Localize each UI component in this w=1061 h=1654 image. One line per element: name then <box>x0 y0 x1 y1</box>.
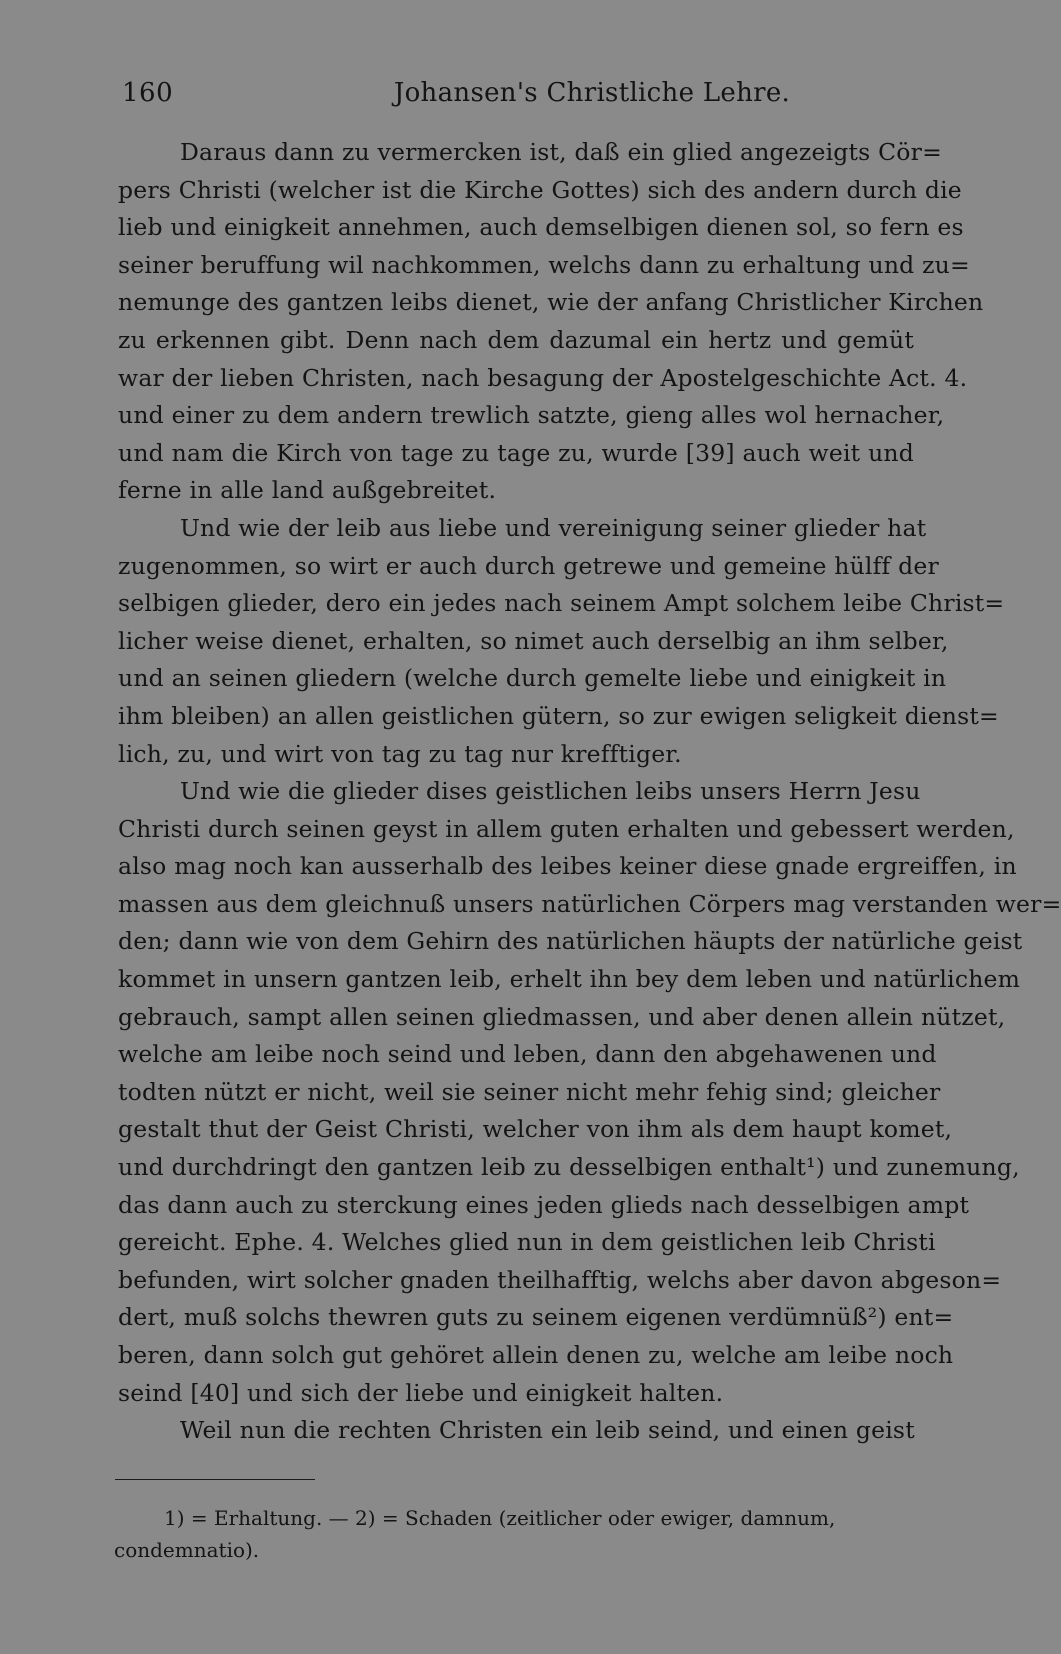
text-line: seind [40] und sich der liebe und einigkeit halten. <box>118 1378 724 1407</box>
text-line: also mag noch kan ausserhalb des leibes keiner diese gnade ergreiffen, in <box>118 852 1017 881</box>
text-line: zugenommen, so wirt er auch durch getrewe und gemeine hülff der <box>118 551 939 580</box>
text-line: Christi durch seinen geyst in allem guten erhalten und gebessert werden, <box>118 814 1015 843</box>
paragraph <box>118 773 1061 1412</box>
page-number: 160 <box>122 78 174 108</box>
text-line: selbigen glieder, dero ein jedes nach seinem Ampt solchem leibe Christ= <box>118 589 1005 618</box>
text-line: gebrauch, sampt allen seinen gliedmassen, und aber denen allein nützet, <box>118 1002 1006 1031</box>
text-line: pers Christi (welcher ist die Kirche Gottes) sich des andern durch die <box>118 175 962 204</box>
paragraph <box>118 134 984 510</box>
text-line: Und wie der leib aus liebe und vereinigung seiner glieder hat <box>180 513 927 542</box>
text-line: kommet in unsern gantzen leib, erhelt ihn bey dem leben und natürlichem <box>118 965 1021 994</box>
text-line: licher weise dienet, erhalten, so nimet auch derselbig an ihm selber, <box>118 626 949 655</box>
text-line: todten nützt er nicht, weil sie seiner nicht mehr fehig sind; gleicher <box>118 1077 941 1106</box>
text-line: massen aus dem gleichnuß unsers natürlichen Cörpers mag verstanden wer= <box>118 889 1061 918</box>
text-line: Daraus dann zu vermercken ist, daß ein glied angezeigts Cör= <box>180 138 942 166</box>
text-line: befunden, wirt solcher gnaden theilhafftig, welchs aber davon abgeson= <box>118 1265 1002 1294</box>
text-line: gestalt thut der Geist Christi, welcher von ihm als dem haupt komet, <box>118 1115 953 1144</box>
footnotes <box>114 1502 914 1566</box>
text-line: Und wie die glieder dises geistlichen leibs unsers Herrn Jesu <box>180 777 921 806</box>
text-line: und durchdringt den gantzen leib zu desselbigen enthalt¹) und zunemung, <box>118 1153 1020 1182</box>
text-line: seiner beruffung wil nachkommen, welchs dann zu erhaltung und zu= <box>118 250 970 279</box>
text-line: beren, dann solch gut gehöret allein denen zu, welche am leibe noch <box>118 1341 954 1369</box>
text-line: war der lieben Christen, nach besagung der Apostelgeschichte Act. 4. <box>118 363 968 392</box>
text-line: und nam die Kirch von tage zu tage zu, wurde [39] auch weit und <box>118 438 914 467</box>
paragraph <box>118 1412 914 1450</box>
paragraph <box>118 510 1005 773</box>
text-line: zu erkennen gibt. Denn nach dem dazumal ein hertz und gemüt <box>118 325 914 354</box>
footnote-divider <box>115 1479 315 1480</box>
text-line: nemunge des gantzen leibs dienet, wie der anfang Christlicher Kirchen <box>118 288 984 317</box>
text-line: welche am leibe noch seind und leben, dann den abgehawenen und <box>118 1040 937 1069</box>
footnote-line: 1) = Erhaltung. — 2) = Schaden (zeitlicher oder ewiger, damnum, <box>164 1506 836 1530</box>
text-line: dert, muß solchs thewren guts zu seinem eigenen verdümnüß²) ent= <box>118 1303 954 1332</box>
text-line: und einer zu dem andern trewlich satzte, gieng alles wol hernacher, <box>118 401 945 430</box>
page-header <box>122 74 912 114</box>
text-line: ihm bleiben) an allen geistlichen gütern, so zur ewigen seligkeit dienst= <box>118 701 999 730</box>
text-line: und an seinen gliedern (welche durch gemelte liebe und einigkeit in <box>118 664 947 693</box>
text-line: lich, zu, und wirt von tag zu tag nur krefftiger. <box>118 739 682 768</box>
text-line: das dann auch zu sterckung eines jeden glieds nach desselbigen ampt <box>118 1190 970 1219</box>
text-line: den; dann wie von dem Gehirn des natürlichen häupts der natürliche geist <box>118 927 1023 956</box>
text-line: Weil nun die rechten Christen ein leib seind, und einen geist <box>180 1416 915 1445</box>
text-line: ferne in alle land außgebreitet. <box>118 476 497 505</box>
footnote-line: condemnatio). <box>114 1538 260 1562</box>
text-line: gereicht. Ephe. 4. Welches glied nun in dem geistlichen leib Christi <box>118 1228 936 1257</box>
text-line: lieb und einigkeit annehmen, auch demselbigen dienen sol, so fern es <box>118 213 964 242</box>
running-title: Johansen's Christliche Lehre. <box>393 78 791 108</box>
body-text <box>118 134 1061 1450</box>
